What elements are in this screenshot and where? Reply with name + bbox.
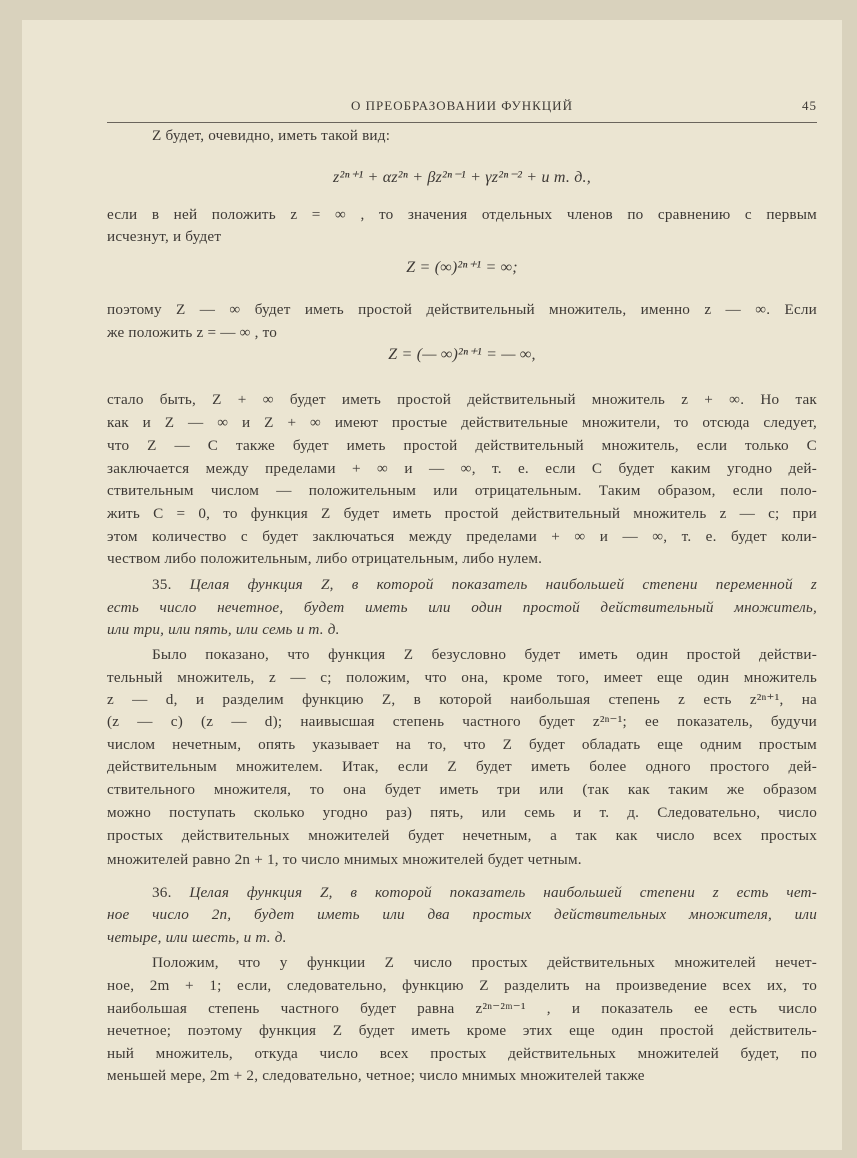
text-line: Положим, что у функции Z число простых действительных множителей нечет- [152, 954, 817, 971]
text-line: исчезнут, и будет [107, 228, 222, 245]
text-line: действительным множителем. Итак, если Z будет иметь более одного простого дей- [107, 758, 817, 775]
text-line: жить C = 0, то функция Z будет иметь простой действительный множитель z — c; при [107, 505, 817, 522]
running-header [107, 98, 817, 118]
text-line: ный множитель, откуда число всех простых действительных множителей будет, по [107, 1045, 817, 1062]
text-line: Z будет, очевидно, иметь такой вид: [152, 127, 391, 144]
text-line: ствительным числом — положительным или отрицательным. Таким образом, если поло- [107, 482, 817, 499]
text-line: нечетное; поэтому функция Z будет иметь кроме этих еще один простой действитель- [107, 1022, 817, 1039]
text-line: Было показано, что функция Z безусловно будет иметь один простой действи- [152, 646, 817, 663]
formula: Z = (— ∞)²ⁿ⁺¹ = — ∞, [388, 346, 536, 363]
text-line: чеством либо положительным, либо отрицательным, либо нулем. [107, 550, 543, 567]
text-line: что Z — C также будет иметь простой действительный множитель, если только C [107, 437, 817, 454]
text-line: меньшей мере, 2m + 2, следовательно, четное; число мнимых множителей также [107, 1067, 645, 1084]
text-line: ствительного множителя, то она будет иметь три или (так как таким же образом [107, 781, 817, 798]
text-line: наибольшая степень частного будет равна z²ⁿ⁻²ᵐ⁻¹ , и показатель ее есть число [107, 1000, 817, 1017]
text-line: этом количество c будет заключаться между пределами + ∞ и — ∞, т. е. будет коли- [107, 528, 817, 545]
theorem-line: есть число нечетное, будет иметь или один простой действительный множитель, [107, 599, 817, 616]
formula: Z = (∞)²ⁿ⁺¹ = ∞; [406, 259, 518, 276]
text-line: заключается между пределами + ∞ и — ∞, т. е. если C будет каким угодно дей- [107, 460, 817, 477]
text-line: поэтому Z — ∞ будет иметь простой действительный множитель, именно z — ∞. Если [107, 301, 817, 318]
book-page [22, 20, 842, 1150]
text-line: стало быть, Z + ∞ будет иметь простой действительный множитель z + ∞. Но так [107, 391, 817, 408]
running-title: О ПРЕОБРАЗОВАНИИ ФУНКЦИЙ [351, 98, 573, 113]
theorem-line: ное число 2n, будет иметь или два простых действительных множителя, или [107, 906, 817, 923]
theorem-line: 35. Целая функция Z, в которой показатель наибольшей степени переменной z [152, 576, 817, 593]
section-number: 36. [152, 884, 190, 901]
text-line: (z — c) (z — d); наивысшая степень частного будет z²ⁿ⁻¹; ее показатель, будучи [107, 713, 817, 730]
page-number: 45 [802, 98, 817, 113]
theorem-line: или три, или пять, или семь и т. д. [107, 621, 340, 638]
section-number: 35. [152, 576, 190, 593]
text-line: можно поступать сколько угодно раз) пять, или семь и т. д. Следовательно, число [107, 804, 817, 821]
text-line: z — d, и разделим функцию Z, в которой наибольшая степень z есть z²ⁿ⁺¹, на [107, 691, 817, 708]
text-line: множителей равно 2n + 1, то число мнимых множителей будет четным. [107, 851, 582, 868]
text-line: числом нечетным, опять указывает на то, что Z будет обладать еще одним простым [107, 736, 817, 753]
formula: z²ⁿ⁺¹ + αz²ⁿ + βz²ⁿ⁻¹ + γz²ⁿ⁻² + и т. д., [333, 169, 591, 186]
theorem-line: 36. Целая функция Z, в которой показатель наибольшей степени z есть чет- [152, 884, 817, 901]
text-line: если в ней положить z = ∞ , то значения отдельных членов по сравнению с первым [107, 206, 817, 223]
text-line: же положить z = — ∞ , то [107, 324, 278, 341]
text-line: как и Z — ∞ и Z + ∞ имеют простые действительные множители, то отсюда следует, [107, 414, 817, 431]
theorem-line: четыре, или шесть, и т. д. [107, 929, 287, 946]
text-line: ное, 2m + 1; если, следовательно, функцию Z разделить на произведение всех их, то [107, 977, 817, 994]
text-line: тельный множитель, z — c; положим, что она, кроме того, имеет еще один множитель [107, 669, 817, 686]
text-line: простых действительных множителей будет нечетным, а так как число всех простых [107, 827, 817, 844]
header-rule [107, 122, 817, 123]
